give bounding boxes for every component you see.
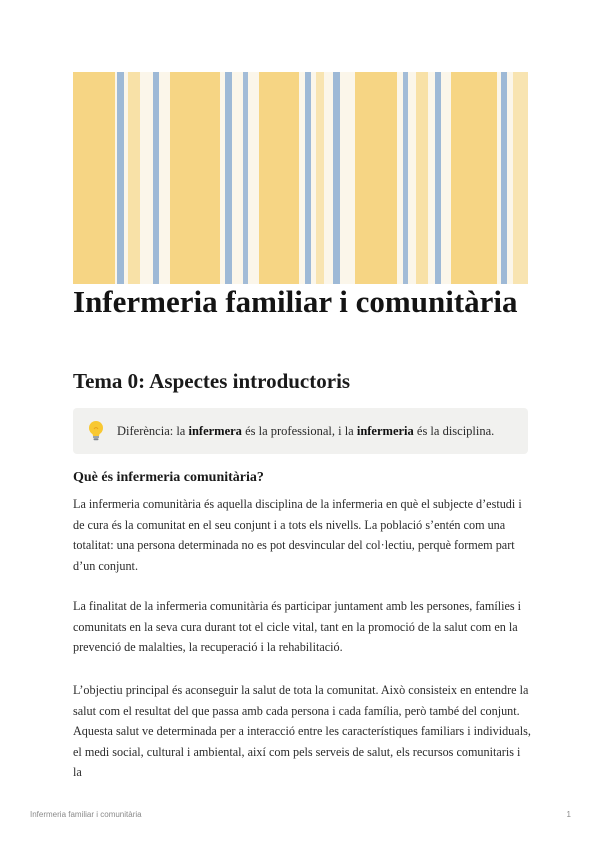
lightbulb-icon [87, 420, 105, 442]
paragraph-1: La infermeria comunitària és aquella disciplina de la infermeria en què el subjecte d’estudi i de cura és la comunitat en el seu conjunt i a tots els nivells. La població s’entén com una totalitat: una persona determinada no es pot desvincular del col·lectiu, perquè formem part d’un conjunt. [73, 497, 522, 573]
term-infermeria: infermeria [356, 423, 414, 438]
page-title: Infermeria familiar i comunitària [73, 284, 518, 319]
subheading: Què és infermeria comunitària? [73, 470, 264, 485]
cover-image [73, 72, 528, 284]
footer-title: Infermeria familiar i comunitària [30, 810, 142, 819]
page-number: 1 [566, 810, 571, 819]
paragraph-4: Aquesta salut ve determinada per a interacció entre les característiques familiars i individuals, el medi social, cultural i ambiental, així com pels serveis de salut, els recursos comunitaris i la [73, 724, 531, 779]
section-title: Tema 0: Aspectes introductoris [73, 369, 351, 393]
striped-watercolor-pattern [73, 72, 528, 284]
callout-box [73, 408, 528, 454]
paragraph-3: L’objectiu principal és aconseguir la salut de tota la comunitat. Això consisteix en entendre la salut com el resultat del que passa amb cada persona i cada família, però també del conjunt. [73, 683, 529, 718]
callout-text: Diferència: la infermera és la professional, i la infermeria és la disciplina. [117, 423, 495, 438]
paragraph-2: La finalitat de la infermeria comunitària és participar juntament amb les persones, famílies i comunitats en la seva cura durant tot el cicle vital, tant en la promoció de la salut com en la prevenció de malalties, la recuperació i la rehabilitació. [73, 599, 522, 654]
term-infermera: infermera [188, 423, 242, 438]
